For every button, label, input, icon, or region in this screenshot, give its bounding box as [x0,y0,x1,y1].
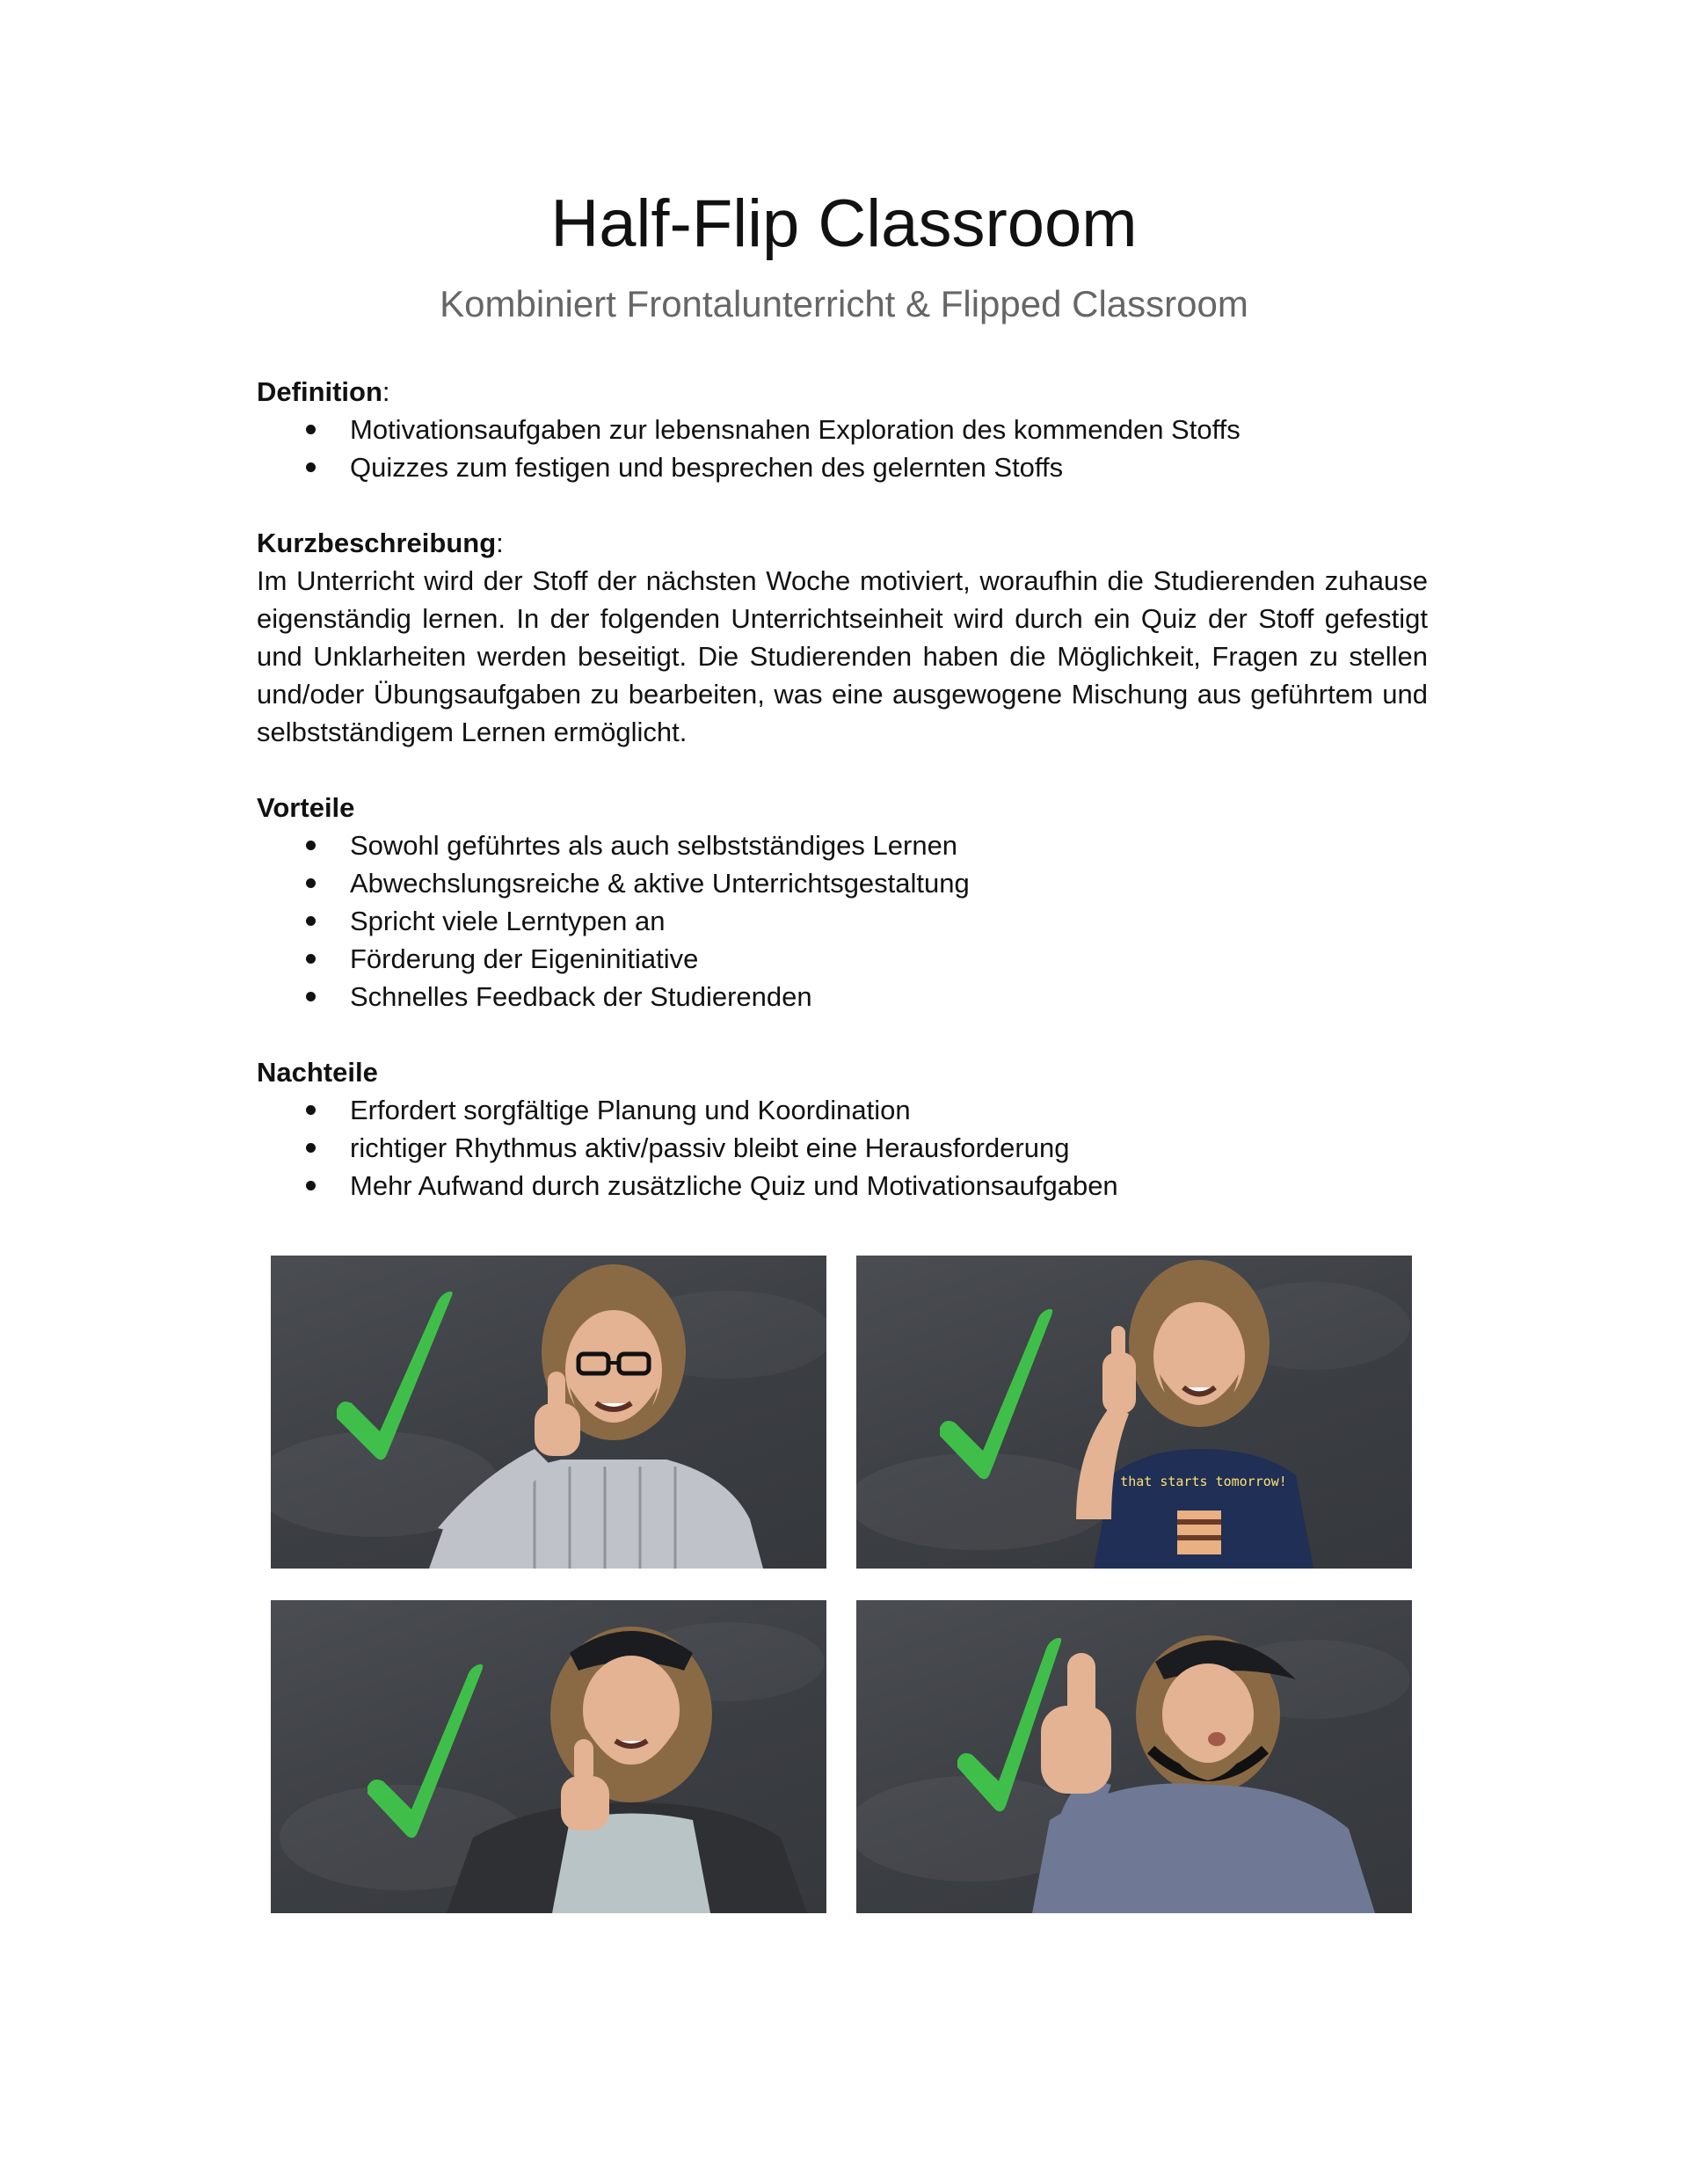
document-body [257,373,1428,1205]
bullet-icon [306,462,316,472]
bullet-icon [306,1105,316,1115]
list-item: Sowohl geführtes als auch selbstständiges Lernen [257,826,1428,864]
photo-cap-thumbs-up [271,1600,826,1913]
photo-illustration [271,1256,826,1569]
photo-illustration [856,1256,1412,1569]
list-item: Spricht viele Lerntypen an [257,902,1428,940]
nachteile-heading: Nachteile [257,1057,378,1088]
vorteile-list [257,826,1428,1016]
bullet-icon [306,1143,316,1153]
list-item: richtiger Rhythmus aktiv/passiv bleibt eine Herausforderung [257,1129,1428,1167]
definition-section: Definition: Motivationsaufgaben zur lebensnahen Exploration des kommenden Stoffs Quizzes zum festigen und besprechen des gelernten Stoffs [257,373,1428,486]
photo-finger-up [856,1256,1412,1569]
page-subtitle: Kombiniert Frontalunterricht & Flipped Classroom [440,283,1248,324]
nachteile-list [257,1091,1428,1205]
definition-list [257,411,1428,486]
shirt-text: that starts tomorrow! [1120,1474,1287,1489]
photo-illustration [271,1600,826,1913]
photo-thumbs-up-glasses [271,1256,826,1569]
list-item: Schnelles Feedback der Studierenden [257,978,1428,1016]
vorteile-section [257,789,1428,1016]
list-item: Motivationsaufgaben zur lebensnahen Exploration des kommenden Stoffs [257,411,1428,448]
bullet-icon [306,992,316,1001]
bullet-icon [306,916,316,926]
list-item: Mehr Aufwand durch zusätzliche Quiz und Motivationsaufgaben [257,1167,1428,1205]
list-item: Förderung der Eigeninitiative [257,940,1428,978]
kurzbeschreibung-heading: Kurzbeschreibung [257,528,497,558]
vorteile-heading: Vorteile [257,792,355,823]
bullet-icon [306,1181,316,1190]
nachteile-section [257,1053,1428,1205]
list-item: Erfordert sorgfältige Planung und Koordination [257,1091,1428,1129]
page-title: Half-Flip Classroom [550,186,1138,261]
kurzbeschreibung-text: Im Unterricht wird der Stoff der nächsten Woche motiviert, woraufhin die Studierenden zuhause eigenständig lernen. In der folgenden Unterrichtseinheit wird durch ein Quiz der Stoff gefestigt und Unklarheiten werden beseitigt. Die Studierenden haben die Möglichkeit, Fragen zu stellen und/oder Übungsaufgaben zu bearbeiten, was eine ausgewogene Mischung aus geführtem und selbstständigem Lernen ermöglicht. [257,565,1428,747]
list-item: Quizzes zum festigen und besprechen des gelernten Stoffs [257,448,1428,486]
kurzbeschreibung-section: Kurzbeschreibung: Im Unterricht wird der Stoff der nächsten Woche motiviert, woraufhin die Studierenden zuhause eigenständig lernen. In der folgenden Unterrichtseinheit wird durch ein Quiz der Stoff gefestigt und Unklarheiten werden beseitigt. Die Studierenden haben die Möglichkeit, Fragen zu stellen und/oder Übungsaufgaben zu bearbeiten, was eine ausgewogene Mischung aus geführtem und selbstständigem Lernen ermöglicht. [257,524,1428,751]
bullet-icon [306,878,316,888]
definition-heading: Definition [257,376,382,407]
bullet-icon [306,841,316,850]
photo-grid [271,1256,1412,1922]
bullet-icon [306,954,316,964]
green-check-icon [940,1309,1052,1479]
photo-cap-headphones [856,1600,1412,1913]
photo-illustration [856,1600,1412,1913]
green-check-icon [337,1292,453,1460]
bullet-icon [306,425,316,434]
list-item: Abwechslungsreiche & aktive Unterrichtsgestaltung [257,864,1428,902]
